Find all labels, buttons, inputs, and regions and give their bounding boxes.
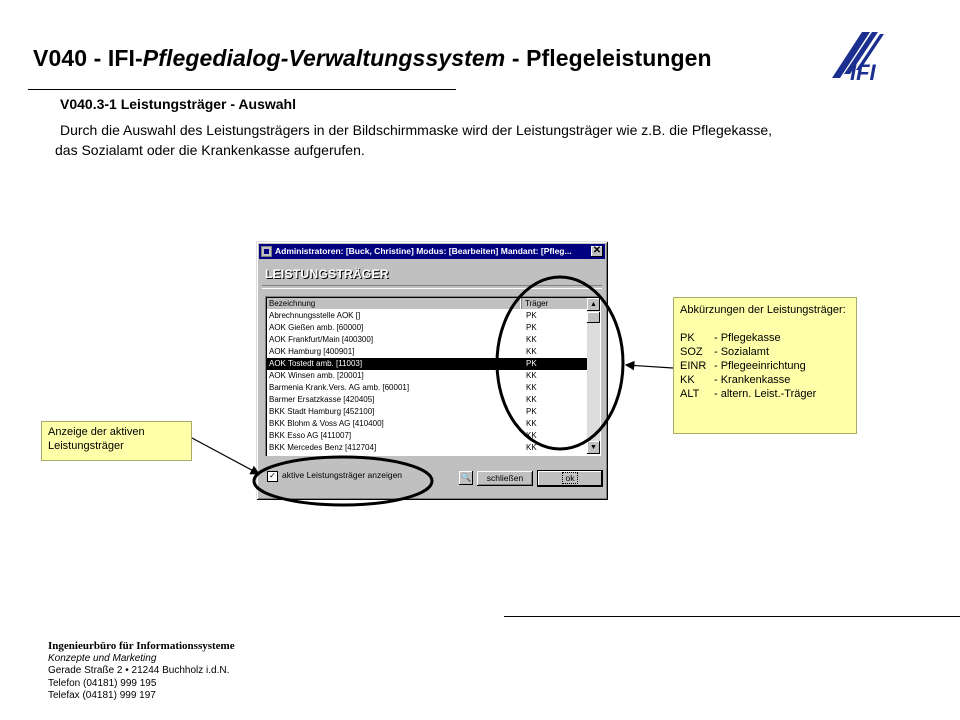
abbreviation-item: [680, 387, 850, 401]
section-heading: V040.3-1 Leistungsträger - Auswahl: [60, 96, 296, 112]
dialog-heading: LEISTUNGSTRÄGER: [265, 267, 389, 281]
list-header: [267, 298, 587, 309]
footer-address: Gerade Straße 2 • 21244 Buchholz i.d.N.: [48, 665, 230, 677]
abbreviation-label: - Pflegeeinrichtung: [714, 360, 806, 372]
table-row[interactable]: [267, 418, 587, 430]
row-traeger: PK: [526, 407, 537, 416]
checkbox-label[interactable]: aktive Leistungsträger anzeigen: [282, 470, 403, 480]
window-titlebar[interactable]: [259, 244, 605, 259]
title-prefix: V040 - IFI-: [33, 45, 143, 71]
row-traeger: PK: [526, 323, 537, 332]
row-bezeichnung: AOK Winsen amb. [20001]: [269, 371, 364, 380]
abbreviation-item: [680, 359, 850, 373]
row-traeger: PK: [526, 359, 537, 368]
bottom-divider: [504, 616, 960, 617]
row-bezeichnung: Barmenia Krank.Vers. AG amb. [60001]: [269, 383, 410, 392]
abbreviation-code: ALT: [680, 388, 700, 400]
row-bezeichnung: AOK Gießen amb. [60000]: [269, 323, 364, 332]
scroll-down-icon[interactable]: ▼: [587, 441, 600, 454]
table-row[interactable]: [267, 430, 587, 442]
row-bezeichnung: AOK Frankfurt/Main [400300]: [269, 335, 374, 344]
search-icon: 🔍: [461, 473, 471, 482]
description-line-1: Durch die Auswahl des Leistungsträgers in der Bildschirmmaske wird der Leistungsträger wie z.B. die Pflegekasse,: [60, 122, 773, 138]
row-bezeichnung: BKK Blohm & Voss AG [410400]: [269, 419, 384, 428]
row-bezeichnung: BKK Esso AG [411007]: [269, 431, 352, 440]
leistungstraeger-dialog: [256, 241, 608, 500]
description-line-2: das Sozialamt oder die Krankenkasse aufgerufen.: [55, 142, 365, 158]
active-carriers-arrow: [192, 438, 259, 474]
row-bezeichnung: AOK Tostedt amb. [11003]: [269, 359, 363, 368]
close-button[interactable]: schließen: [477, 471, 533, 486]
row-bezeichnung: BKK Stadt Hamburg [452100]: [269, 407, 375, 416]
footer-phone: Telefon (04181) 999 195: [48, 677, 157, 689]
leistungstraeger-list[interactable]: [265, 296, 601, 456]
description: [55, 120, 900, 160]
footer-tagline: Konzepte und Marketing: [48, 652, 157, 664]
table-row[interactable]: [267, 358, 587, 370]
vertical-scrollbar[interactable]: [587, 298, 600, 454]
abbreviation-label: - Pflegekasse: [714, 332, 781, 344]
row-traeger: KK: [526, 431, 537, 440]
abbreviations-arrow: [626, 365, 673, 368]
abbreviation-code: SOZ: [680, 346, 703, 358]
scroll-thumb[interactable]: [587, 312, 600, 323]
title-italic: Pflegedialog-Verwaltungssystem: [142, 45, 506, 71]
dialog-separator: [262, 285, 602, 289]
search-button[interactable]: [459, 471, 473, 485]
abbreviations-heading: Abkürzungen der Leistungsträger:: [680, 304, 846, 316]
row-traeger: KK: [526, 335, 537, 344]
callout-active-carriers: Anzeige der aktiven Leistungsträger: [41, 421, 192, 461]
table-row[interactable]: [267, 394, 587, 406]
window-icon[interactable]: [261, 246, 272, 257]
ok-button-label: ok: [562, 472, 579, 484]
row-traeger: KK: [526, 443, 537, 452]
abbreviations-list: [680, 331, 850, 401]
abbreviation-code: PK: [680, 332, 695, 344]
abbreviation-item: [680, 331, 850, 345]
footer-fax: Telefax (04181) 999 197: [48, 690, 156, 702]
title-suffix: - Pflegeleistungen: [505, 45, 712, 71]
table-row[interactable]: [267, 334, 587, 346]
abbreviation-label: - Sozialamt: [714, 346, 770, 358]
row-traeger: KK: [526, 347, 537, 356]
abbreviation-code: EINR: [680, 360, 707, 372]
column-header-bezeichnung[interactable]: Bezeichnung: [269, 298, 522, 309]
row-traeger: KK: [526, 383, 537, 392]
list-rows: [267, 310, 587, 454]
ifi-logo: [820, 30, 900, 84]
row-traeger: KK: [526, 419, 537, 428]
row-bezeichnung: BKK Mercedes Benz [412704]: [269, 443, 377, 452]
close-icon[interactable]: ✕: [592, 245, 602, 256]
table-row[interactable]: [267, 370, 587, 382]
column-header-traeger[interactable]: Träger: [525, 299, 549, 308]
window-title: Administratoren: [Buck, Christine] Modus: [Bearbeiten] Mandant: [Pfleg...: [275, 246, 572, 256]
row-traeger: PK: [526, 311, 537, 320]
abbreviation-item: [680, 345, 850, 359]
logo-text: IFI: [850, 60, 876, 84]
row-bezeichnung: Barmer Ersatzkasse [420405]: [269, 395, 375, 404]
table-row[interactable]: [267, 310, 587, 322]
table-row[interactable]: [267, 322, 587, 334]
table-row[interactable]: [267, 346, 587, 358]
active-only-checkbox[interactable]: [267, 471, 278, 482]
row-bezeichnung: Abrechnungsstelle AOK []: [269, 311, 361, 320]
callout-abbreviations: [673, 297, 857, 434]
table-row[interactable]: [267, 382, 587, 394]
checkmark-icon: ✓: [269, 471, 276, 480]
row-traeger: KK: [526, 395, 537, 404]
abbreviation-label: - Krankenkasse: [714, 374, 791, 386]
footer: [48, 640, 235, 703]
top-divider: [28, 89, 456, 90]
abbreviation-item: [680, 373, 850, 387]
footer-company: Ingenieurbüro für Informationssysteme: [48, 640, 235, 652]
abbreviation-code: KK: [680, 374, 695, 386]
ok-button[interactable]: [537, 470, 603, 487]
abbreviation-label: - altern. Leist.-Träger: [714, 388, 817, 400]
row-bezeichnung: AOK Hamburg [400901]: [269, 347, 355, 356]
slide-title: [33, 45, 712, 72]
table-row[interactable]: [267, 406, 587, 418]
scroll-up-icon[interactable]: ▲: [587, 298, 600, 311]
row-traeger: KK: [526, 371, 537, 380]
table-row[interactable]: [267, 442, 587, 454]
